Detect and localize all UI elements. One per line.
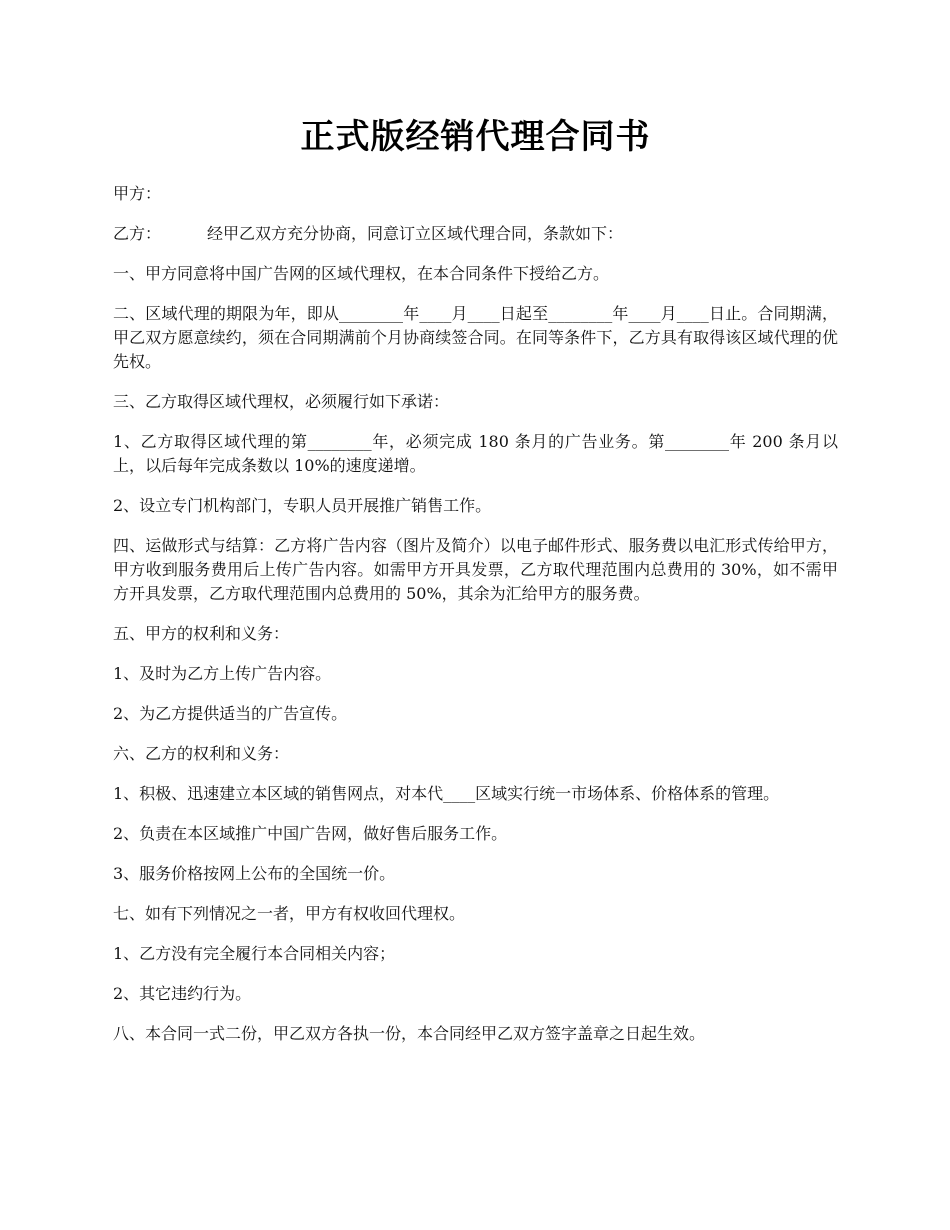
party-b-intro: 经甲乙双方充分协商，同意订立区域代理合同，条款如下： xyxy=(207,224,624,243)
clause-8: 八、本合同一式二份，甲乙双方各执一份，本合同经甲乙双方签字盖章之日起生效。 xyxy=(113,1024,706,1043)
clause-4: 四、运做形式与结算：乙方将广告内容（图片及简介）以电子邮件形式、服务费以电汇形式传给甲方，甲方收到服务费用后上传广告内容。如需甲方开具发票，乙方取代理范围内总费用的 30%，如不需甲方开具发票，乙方取代理范围内总费用的 50%，其余为汇给甲方的服务费。 xyxy=(113,536,838,603)
clause-3-2: 2、设立专门机构部门，专职人员开展推广销售工作。 xyxy=(113,496,492,515)
clause-2: 二、区域代理的期限为年，即从________年____月____日起至________年____月____日止。合同期满，甲乙双方愿意续约，须在合同期满前个月协商续签合同。在同等条件下，乙方具有取得该区域代理的优先权。 xyxy=(113,304,838,371)
clause-7: 七、如有下列情况之一者，甲方有权收回代理权。 xyxy=(113,904,466,923)
clause-1: 一、甲方同意将中国广告网的区域代理权，在本合同条件下授给乙方。 xyxy=(113,264,610,283)
clause-6: 六、乙方的权利和义务： xyxy=(113,744,290,763)
party-a-line: 甲方： xyxy=(113,184,162,203)
clause-6-3: 3、服务价格按网上公布的全国统一价。 xyxy=(113,864,396,883)
clause-7-2: 2、其它违约行为。 xyxy=(113,984,252,1003)
clause-6-1: 1、积极、迅速建立本区域的销售网点，对本代____区域实行统一市场体系、价格体系的管理。 xyxy=(113,784,780,803)
clause-5-1: 1、及时为乙方上传广告内容。 xyxy=(113,664,332,683)
party-b-label: 乙方： xyxy=(113,224,162,243)
document-body xyxy=(113,182,838,1046)
clause-5-2: 2、为乙方提供适当的广告宣传。 xyxy=(113,704,348,723)
document-title: 正式版经销代理合同书 xyxy=(300,117,651,157)
clause-3-1: 1、乙方取得区域代理的第________年，必须完成 180 条月的广告业务。第________年 200 条月以上，以后每年完成条数以 10%的速度递增。 xyxy=(113,432,838,475)
clause-5: 五、甲方的权利和义务： xyxy=(113,624,290,643)
clause-6-2: 2、负责在本区域推广中国广告网，做好售后服务工作。 xyxy=(113,824,508,843)
clause-7-1: 1、乙方没有完全履行本合同相关内容； xyxy=(113,944,396,963)
clause-3: 三、乙方取得区域代理权，必须履行如下承诺： xyxy=(113,392,450,411)
party-b-line xyxy=(113,222,838,246)
